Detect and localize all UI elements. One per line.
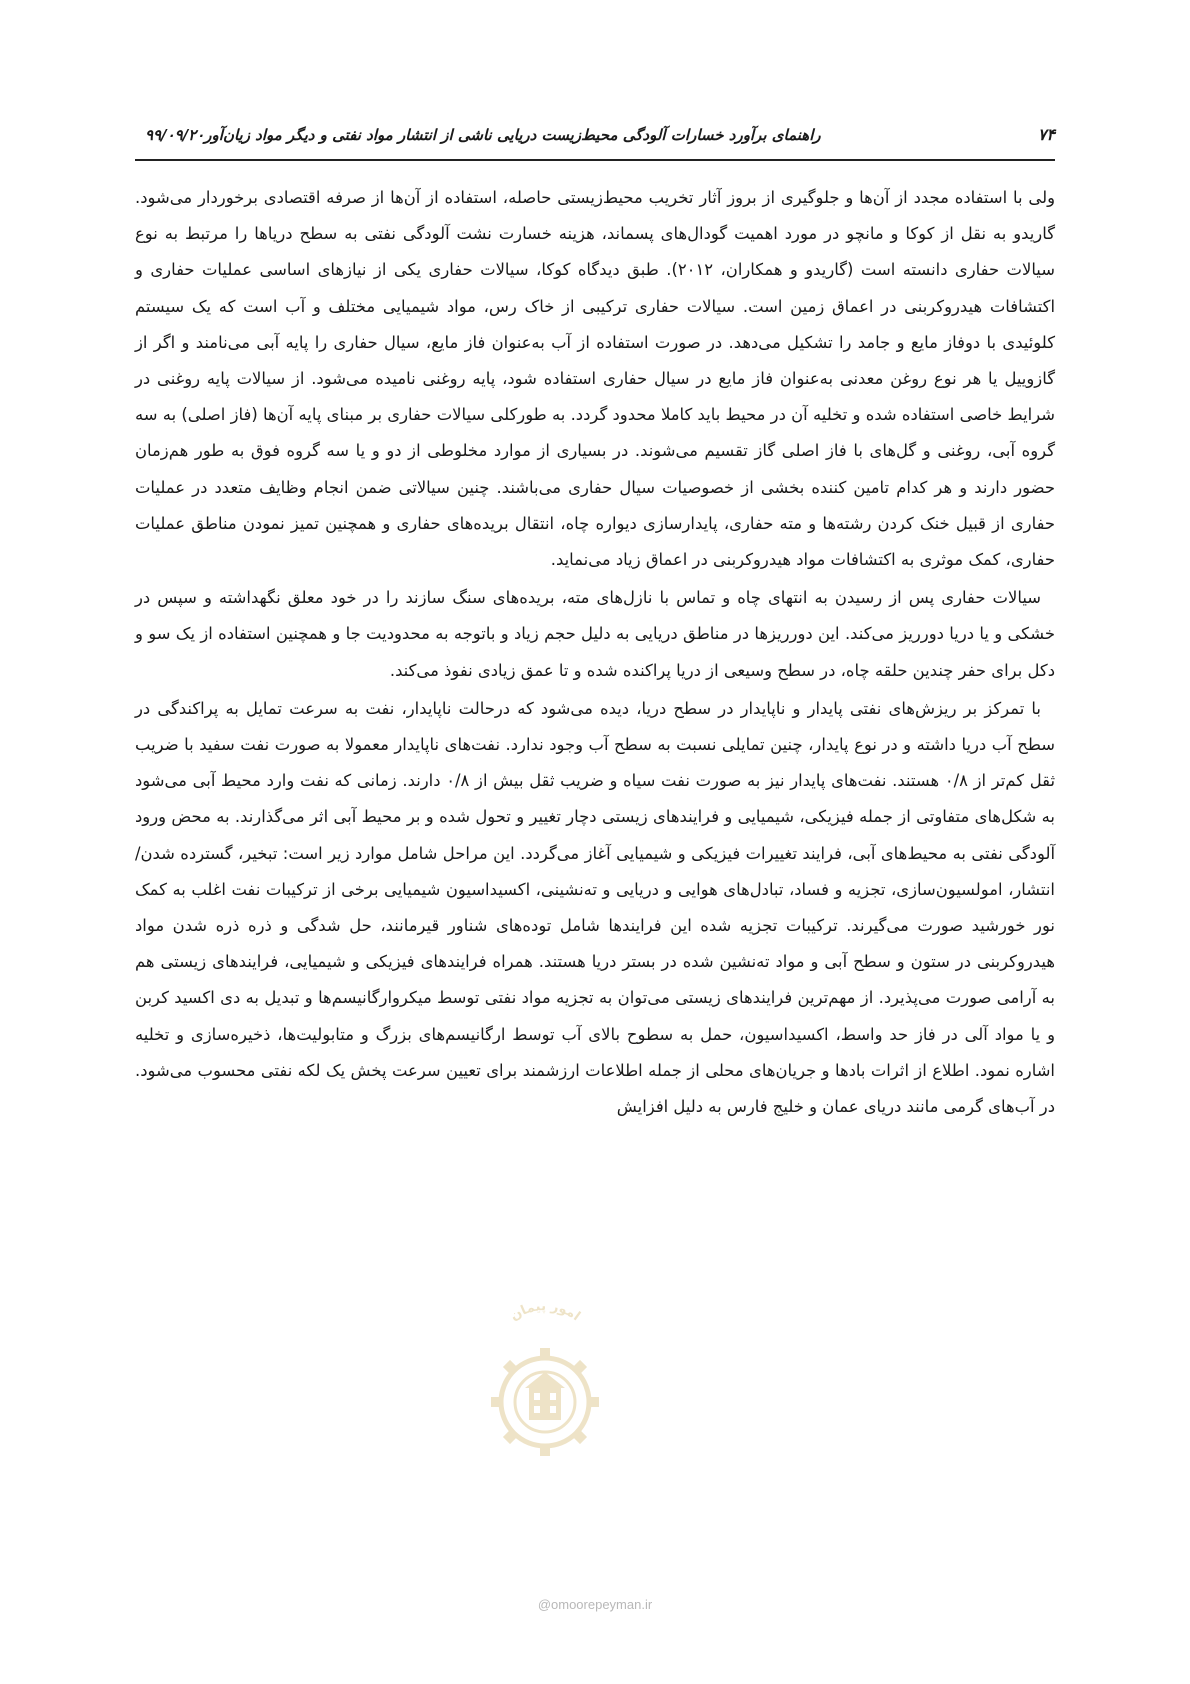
gear-icon [501, 1358, 589, 1446]
website-watermark: @omoorepeyman.ir [537, 1597, 653, 1612]
running-header [135, 125, 1055, 153]
running-title [135, 126, 821, 144]
watermark-lettering: امور پیمان [507, 1298, 583, 1325]
header-divider [135, 159, 1055, 161]
watermark-logo [470, 1290, 620, 1490]
paragraph-2: سیالات حفاری پس از رسیدن به انتهای چاه و تماس با نازل‌های مته، بریده‌های سنگ سازند را در خود معلق نگهداشته و سپس در خشکی و یا دریا دورریز می‌کند. این دورریزها در مناطق دریایی به دلیل حجم زیاد و باتوجه به محدودیت جا و همچنین استفاده از یک سو و دکل برای حفر چندین حلقه چاه، در سطح وسیعی از دریا پراکنده شده و تا عمق زیادی نفوذ می‌کند. [135, 588, 1055, 680]
paragraph-3: با تمرکز بر ریزش‌های نفتی پایدار و ناپایدار در سطح دریا، دیده می‌شود که درحالت ناپایدار، نفت به سرعت تمایل به پراکندگی در سطح آب دریا داشته و در نوع پایدار، چنین تمایلی نسبت به سطح آب وجود ندارد. نفت‌های ناپایدار معمولا به صورت نفت سفید با ضریب ثقل کم‌تر از ۰/۸ هستند. نفت‌های پایدار نیز به صورت نفت سیاه و ضریب ثقل بیش از ۰/۸ دارند. زمانی که نفت وارد محیط آبی می‌شود به شکل‌های متفاوتی از جمله فیزیکی، شیمیایی و فرایندهای زیستی دچار تغییر و تحول شده و بر محیط آبی اثر می‌گذارند. به محض ورود آلودگی نفتی به محیط‌های آبی، فرایند تغییرات فیزیکی و شیمیایی آغاز می‌گردد. این مراحل شامل موارد زیر است: تبخیر، گسترده شدن/ انتشار، امولسیون‌سازی، تجزیه و فساد، تبادل‌های هوایی و دریایی و ته‌نشینی، اکسیداسیون شیمیایی برخی از ترکیبات نفت اغلب به کمک نور خورشید صورت می‌گیرند. ترکیبات تجزیه شده این فرایندها شامل توده‌های شناور قیرمانند، حل شدگی و ذره ذره شدن مواد هیدروکربنی در ستون و سطح آبی و مواد ته‌نشین شده در بستر دریا هستند. همراه فرایندهای فیزیکی و شیمیایی، فرایندهای زیستی هم به آرامی صورت می‌پذیرد. از مهم‌ترین فرایندهای زیستی می‌توان به تجزیه مواد نفتی توسط میکروارگانیسم‌ها و تبدیل به دی اکسید کربن و یا مواد آلی در فاز حد واسط، اکسیداسیون، حمل به سطوح بالای آب توسط ارگانیسم‌های بزرگ و متابولیت‌ها، ذخیره‌سازی و تخلیه اشاره نمود. اطلاع از اثرات بادها و جریان‌های محلی از جمله اطلاعات ارزشمند برای تعیین سرعت پخش یک لکه نفتی محسوب می‌شود. در آب‌های گرمی مانند دریای عمان و خلیج فارس به دلیل افزایش [135, 698, 1056, 1117]
running-date: ۹۹/۰۹/۲۰ [145, 126, 205, 144]
paragraph-1: ولی با استفاده مجدد از آن‌ها و جلوگیری از بروز آثار تخریب محیط‌زیستی حاصله، استفاده از آن‌ها از صرفه اقتصادی برخوردار می‌شود. گاریدو به نقل از کوکا و مانچو در مورد اهمیت گودال‌های پسماند، هزینه خسارت نشت آلودگی نفتی به سطح دریاها را مرتبط به نوع سیالات حفاری دانسته است (گاریدو و همکاران، ۲۰۱۲). طبق دیدگاه کوکا، سیالات حفاری یکی از نیازهای اساسی عملیات حفاری و اکتشافات هیدروکربنی در اعماق زمین است. سیالات حفاری ترکیبی از خاک رس، مواد شیمیایی مختلف و آب است که یک سیستم کلوئیدی با دوفاز مایع و جامد را تشکیل می‌دهد. در صورت استفاده از آب به‌عنوان فاز مایع، سیال حفاری را پایه آبی می‌نامند و اگر از گازوییل یا هر نوع روغن معدنی به‌عنوان فاز مایع در سیال حفاری استفاده شود، پایه روغنی نامیده می‌شود. از سیالات پایه روغنی در شرایط خاصی استفاده شده و تخلیه آن در محیط باید کاملا محدود گردد. به طورکلی سیالات حفاری بر مبنای پایه آن‌ها (فاز اصلی) به سه گروه آبی، روغنی و گل‌های با فاز اصلی گاز تقسیم می‌شوند. در بسیاری از موارد مخلوطی از دو و یا سه گروه فوق به طور هم‌زمان حضور دارند و هر کدام تامین کننده بخشی از خصوصیات سیال حفاری می‌باشند. چنین سیالاتی ضمن انجام وظایف متعدد در عملیات حفاری از قبیل خنک کردن رشته‌ها و مته حفاری، پایدارسازی دیواره چاه، انتقال بریده‌های حفاری و همچنین تمیز نمودن مناطق عملیات حفاری، کمک موثری به اکتشافات مواد هیدروکربنی در اعماق زیاد می‌نماید. [135, 188, 1055, 570]
building-icon [525, 1372, 565, 1420]
running-title-text: راهنمای برآورد خسارات آلودگی محیط‌زیست دریایی ناشی از انتشار مواد نفتی و دیگر مواد زیان‌آور [204, 126, 821, 144]
gear-teeth [491, 1348, 599, 1456]
page-number: ۷۴ [1037, 125, 1055, 144]
building-windows [534, 1393, 556, 1413]
body-text [135, 180, 1055, 1127]
